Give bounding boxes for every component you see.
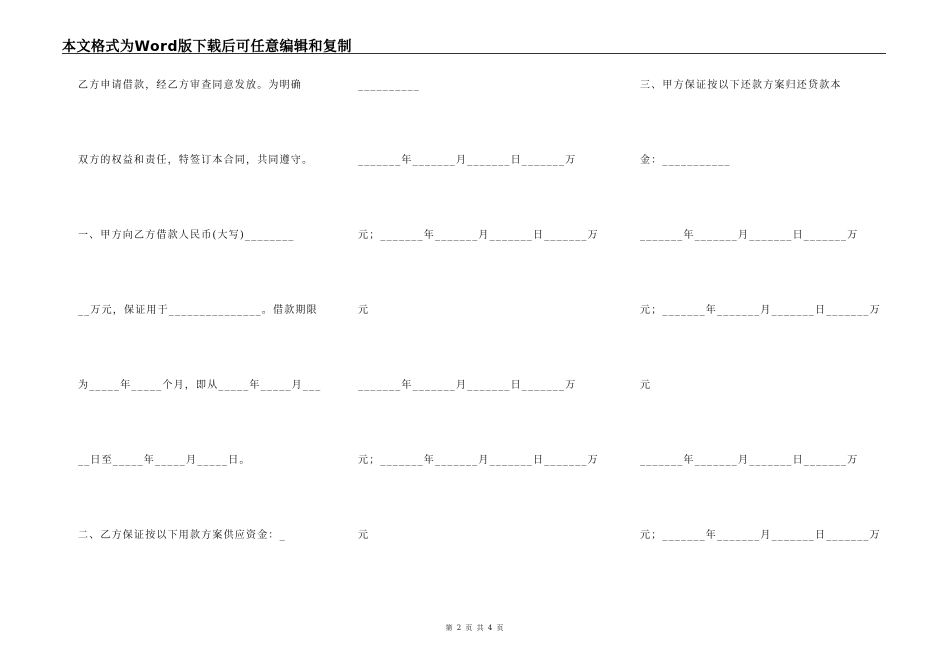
text-line: 双方的权益和责任，特签订本合同，共同遵守。 (78, 155, 314, 166)
text-line: 乙方申请借款，经乙方审查同意发放。为明确 (78, 80, 302, 91)
text-line: __万元，保证用于_______________。借款期限 (78, 305, 318, 316)
text-line: 元 (358, 530, 370, 541)
text-line: __________ (358, 80, 420, 91)
header-divider (62, 53, 886, 54)
text-line: 一、甲方向乙方借款人民币(大写)________ (78, 230, 295, 241)
text-line: 元 (358, 305, 370, 316)
text-line: 二、乙方保证按以下用款方案供应资金：_ (78, 530, 286, 541)
text-line: 为_____年_____个月，即从_____年_____月___ (78, 380, 322, 391)
text-line: 元；_______年_______月_______日_______万 (640, 305, 881, 316)
document-header-title: 本文格式为Word版下载后可任意编辑和复制 (62, 39, 352, 55)
text-line: 元；_______年_______月_______日_______万 (358, 230, 599, 241)
text-line: _______年_______月_______日_______万 (640, 455, 859, 466)
text-line: 三、甲方保证按以下还款方案归还贷款本 (640, 80, 842, 91)
text-line: 元；_______年_______月_______日_______万 (640, 530, 881, 541)
text-line: __日至_____年_____月_____日。 (78, 455, 251, 466)
text-line: 金：___________ (640, 155, 731, 166)
text-line: _______年_______月_______日_______万 (640, 230, 859, 241)
page-number: 第 2 页 共 4 页 (445, 624, 505, 632)
text-line: 元 (640, 380, 652, 391)
text-line: _______年_______月_______日_______万 (358, 155, 577, 166)
text-line: 元；_______年_______月_______日_______万 (358, 455, 599, 466)
text-line: _______年_______月_______日_______万 (358, 380, 577, 391)
